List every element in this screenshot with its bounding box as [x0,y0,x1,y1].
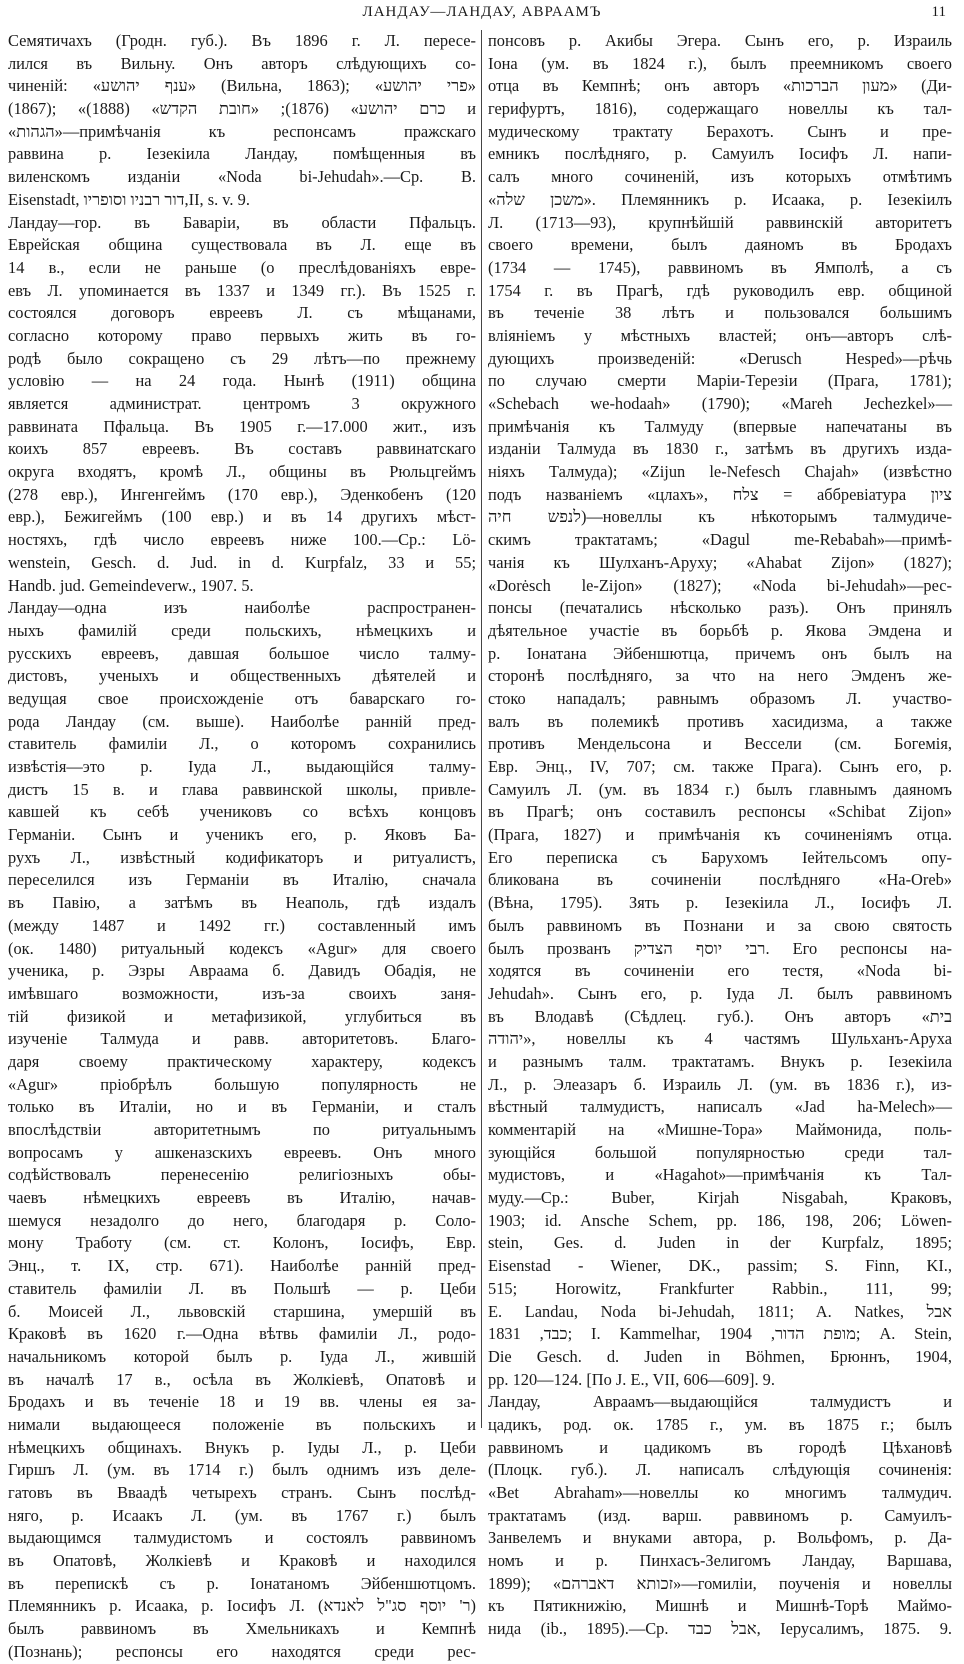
text-line: ученика, р. Эзры Авраама б. Давидъ Обадія, не [8,961,476,981]
text-line: рода Ландау (см. выше). Наиболѣе ранній пред- [8,711,476,731]
text-line: stein, Ges. d. Juden in der Kurpfalz, 1895; [488,1233,952,1253]
text-line: Его переписка съ Барухомъ Іейтельсомъ опу- [488,847,952,867]
text-line: состоялся договоръ евреевъ Л. съ мѣщанами, [8,303,476,323]
text-line: (1734 — 1745), раввиномъ въ Ямполѣ, а съ [488,257,952,277]
text-line: Германіи. Сынъ и ученикъ его, р. Яковъ Ба- [8,825,476,845]
text-line: округа входятъ, кромѣ Л., общины въ Рюльцгеймъ [8,462,476,482]
text-line: «Dorėsch le-Zijon» (1827); «Noda bi-Jehudah»—рес- [488,575,952,595]
text-line: противъ Мендельсона и Вессели (см. Богемія, [488,734,952,754]
running-head-title: ЛАНДАУ—ЛАНДАУ, АВРААМЪ [362,4,602,20]
text-line: гатовъ въ Вваадѣ четырехъ странъ. Сынъ послѣд- [8,1483,476,1502]
text-line: нимали выдающееся положеніе въ польскихъ и [8,1414,476,1434]
text-line: Іона (ум. въ 1824 г.), былъ преемникомъ своего [488,53,952,73]
text-line: и разнымъ талм. трактатамъ. Внукъ р. Іезекіила [488,1051,952,1071]
text-line: шемуся незадолго до него, благодаря р. Соло- [8,1210,476,1230]
text-line: pp. 120—124. [По J. E., VII, 606—609]. 9. [488,1369,775,1389]
text-line: по случаю смерти Маріи-Терезіи (Прага, 1781); [488,371,952,391]
text-line: дистъ 15 в. и глава раввинской школы, привле- [8,779,476,799]
text-line: сторонѣ послѣдняго, за что на него Эмденъ же- [488,666,952,686]
running-head [0,4,964,26]
text-line: въ Прагѣ; онъ составилъ респонсы «Schibat Zijon» [488,802,952,822]
text-line: (Вѣна, 1795). Зять р. Іезекіила Л., Іосифъ Л. [488,893,952,913]
text-line: былъ прозванъ רבי יוסף הצדיק. Его респонсы на- [488,938,952,958]
text-line: чанія къ Шулханъ-Аруху; «Ahabat Zijon» (1827); [488,552,952,572]
column-divider [481,30,482,1428]
text-line: отца въ Кемпнѣ; онъ авторъ «מעון הברכות» (Ди- [488,76,952,96]
text-line: изданіи Талмуда въ 1830 г., затѣмъ въ другихъ изда- [488,439,952,459]
text-line: (1867); «כרם יהושע» (1876); «חובת הקדש» (1888) и [8,99,476,119]
text-line: כבד, 1831; I. Kammelhar, מופת הדור, 1904; A. Stein, [488,1324,952,1344]
text-line: б. Моисей Л., львовскій старшина, умершій въ [8,1301,476,1321]
text-line: «הגהות»—примѣчанія къ респонсамъ пражскаго [8,121,476,141]
text-line: ныхъ фамилій среди польскихъ, нѣмецкихъ и [8,620,476,640]
text-line: чаевъ нѣмецкихъ евреевъ въ Италію, начав- [8,1188,476,1208]
text-line: Eisenstadt, דור רבניו וסופריו,II, s. v. 9. [8,189,250,209]
text-line: Краковѣ въ 1620 г.—Одна вѣтвь фамиліи Л., родо- [8,1324,476,1344]
text-line: содѣйствовалъ перенесенію религіозныхъ обы- [8,1165,476,1185]
text-line: 1903; id. Ansche Schem, pp. 186, 198, 206; Löwen- [488,1210,952,1230]
text-line: былъ раввиномъ въ Хмельникахъ и Кемпнѣ [8,1619,476,1639]
text-line: въ теченіе 38 лѣтъ и пользовался большимъ [488,303,952,323]
text-line: понсовъ р. Акибы Эгера. Сынъ его, р. Израиль [488,31,952,50]
text-line: 1754 г. въ Прагѣ, гдѣ руководилъ евр. общиной [488,280,952,300]
text-line: валъ въ полемикѣ противъ хасидизма, а также [488,711,952,731]
text-line: Ландау, Авраамъ—выдающійся талмудистъ и [488,1392,952,1412]
text-line: трактатамъ (изд. варш. раввиномъ р. Самуилъ- [488,1505,952,1525]
text-line: Занвелемъ и внуками автора, р. Вольфомъ, р. Да- [488,1528,952,1548]
text-line: евъ Л. упоминается въ 1337 и 1349 гг.). Въ 1525 г. [8,280,476,300]
text-line: въ Влодавѣ (Сѣдлец. губ.). Онъ авторъ «בית [488,1006,952,1026]
text-line: своего времени, былъ даяномъ въ Бродахъ [488,235,952,255]
text-line: герифуртъ, 1816), содержащаго новеллы къ тал- [488,99,952,119]
right-column [488,30,952,1639]
text-line: емникъ послѣдняго, р. Самуилъ Іосифъ Л. напи- [488,144,952,164]
text-line: дующихъ произведеній: «Derusch Hesped»—рѣчь [488,348,952,368]
text-line: «Bet Abraham»—новеллы ко многимъ талмудич. [488,1483,952,1502]
text-line: 1899); «זכותא דאברהם»—гомиліи, поученія и новеллы [488,1573,952,1593]
text-line: р. Іонатана Эйбеншютца, причемъ онъ былъ на [488,643,952,663]
text-line: раввиномъ и цадикомъ въ городѣ Цѣхановѣ [488,1437,952,1457]
text-line: Eisenstad - Wiener, DK., passim; S. Finn, KI., [488,1256,952,1276]
text-line: коихъ 857 евреевъ. Въ составъ раввинатскаго [8,439,476,459]
text-line: Еврейская община существовала въ Л. еще въ [8,235,476,255]
text-line: въ началѣ 17 в., осѣла въ Жолкіевѣ, Опатовѣ и [8,1369,476,1389]
text-line: зующійся большой популярностью среди тал- [488,1142,952,1162]
text-line: ставитель фамиліи Л. въ Польшѣ — р. Цеби [8,1278,476,1298]
text-line: Семятичахъ (Гродн. губ.). Въ 1896 г. Л. пересе- [8,31,476,50]
text-line: мудистовъ, и «Hagahot»—примѣчанія къ Тал- [488,1165,952,1185]
text-line: рухъ Л., извѣстный кодификаторъ и ритуалистъ, [8,847,476,867]
text-line: ходятся въ сочиненіи его тестя, «Noda bi- [488,961,952,981]
text-line: салъ много сочиненій, изъ которыхъ отмѣтимъ [488,167,952,187]
text-line: является администрат. центромъ 3 окружного [8,394,476,413]
page-number: 11 [931,4,946,20]
text-line: вѣстный талмудистъ, написалъ «Jad ha-Melech»— [488,1097,952,1117]
text-line: ведущая свое происхожденіе отъ баварскаго го- [8,688,476,708]
text-line: нида (ib., 1895).—Ср. אבל כבד, Іерусалимъ, 1875. 9. [488,1619,952,1639]
text-line: ніяхъ Талмуда); «Zijun le-Nefesch Chajah» (извѣстно [488,462,952,482]
text-line: въ Опатовѣ, Жолкіевѣ и Краковѣ и находился [8,1551,476,1571]
text-line: имѣвшаго возможности, изъ-за своихъ заня- [8,983,476,1003]
text-line: дѣятельное участіе въ борьбѣ р. Якова Эмдена и [488,620,952,640]
text-line: подъ названіемъ «цлахъ», צלח = аббревіатура ציון [488,484,952,504]
text-line: вліяніемъ у мѣстныхъ властей; онъ—авторъ слѣ- [488,325,952,345]
text-line: согласно которому право первыхъ жить въ го- [8,325,476,345]
text-line: Л., р. Элеазаръ б. Израиль Л. (ум. въ 1836 г.), из- [488,1074,952,1094]
text-line: впослѣдствіи авторитетнымъ по ритуальнымъ [8,1120,476,1139]
text-line: стоко нападалъ; равнымъ образомъ Л. участво- [488,688,952,708]
text-line: (Плоцк. губ.). Л. написалъ слѣдующія сочиненія: [488,1460,952,1480]
text-line: виленскомъ изданіи «Noda bi-Jehudah».—Ср. B. [8,167,476,187]
text-line: Handb. jud. Gemeindeverw., 1907. 5. [8,575,254,595]
text-line: (между 1487 и 1492 гг.) составленный имъ [8,915,476,935]
text-line: (Прага, 1827) и примѣчанія къ сочиненіямъ отца. [488,825,952,845]
text-line: wenstein, Gesch. d. Jud. in d. Kurpfalz, 33 и 55; [8,552,476,572]
text-line: Die Gesch. d. Juden in Böhmen, Брюннъ, 1904, [488,1346,952,1366]
text-line: въ перепискѣ съ р. Іонатаномъ Эйбеншютцомъ. [8,1573,476,1593]
left-column [8,30,476,1661]
text-line: тій физикой и метафизикой, углубиться въ [8,1006,476,1026]
text-line: «Schebach we-hodaah» (1790); «Mareh Jechezkel»— [488,394,952,413]
text-line: вопросамъ у ашкеназскихъ евреевъ. Онъ много [8,1142,476,1162]
text-line: изученіе Талмуда и равв. авторитетовъ. Благо- [8,1029,476,1049]
text-line: Евр. Энц., IV, 707; см. также Прага). Сынъ его, р. [488,757,952,776]
text-line: (278 евр.), Ингенгеймъ (170 евр.), Эденкобенъ (120 [8,484,476,504]
text-line: условію — на 24 года. Нынѣ (1911) община [8,371,476,391]
text-line: мону Тработу (см. ст. Колонъ, Іосифъ, Евр. [8,1233,476,1253]
text-line: Л. (1713—93), крупнѣйшій раввинскій авторитетъ [488,212,952,232]
text-line: E. Landau, Noda bi-Jehudah, 1811; A. Natkes, אבל [488,1301,952,1321]
text-line: родѣ было сокращено съ 29 лѣтъ—по прежнему [8,348,476,368]
text-line: бликована въ сочиненіи послѣдняго «Ha-Oreb» [488,870,952,890]
text-line: няго, р. Исаакъ Л. (ум. въ 1767 г.) былъ [8,1505,476,1525]
text-line: скимъ трактатамъ; «Dagul me-Rebabah»—примѣ- [488,530,952,550]
text-line: начальникомъ которой былъ р. Іуда Л., жившій [8,1346,476,1366]
text-line: раввината Пфальца. Въ 1905 г.—17.000 жит., изъ [8,416,476,436]
text-line: Энц., т. IX, стр. 671). Наиболѣе ранній пред- [8,1256,476,1276]
text-line: ностяхъ, гдѣ число евреевъ ниже 100.—Ср.: Lö- [8,530,476,550]
text-line: только въ Италіи, но и въ Германіи, и сталъ [8,1097,476,1117]
text-line: русскихъ евреевъ, давшая большое число талму- [8,643,476,663]
text-line: (ок. 1480) ритуальный кодексъ «Agur» для своего [8,938,476,958]
text-line: муду.—Ср.: Buber, Kirjah Nisgabah, Краковъ, [488,1188,952,1208]
text-line: дистовъ, ученыхъ и общественныхъ дѣятелей и [8,666,476,686]
text-line: Jehudah». Сынъ его, р. Іуда Л. былъ раввиномъ [488,983,952,1003]
text-line: Бродахъ и въ теченіе 18 и 19 вв. члены ея за- [8,1392,476,1412]
text-line: евр.), Бежигеймъ (100 евр.) и въ 14 другихъ мѣст- [8,507,476,527]
text-line: понсы (печатались нѣсколько разъ). Онъ принялъ [488,598,952,618]
text-line: цадикъ, род. ок. 1785 г., ум. въ 1875 г.; былъ [488,1414,952,1434]
text-line: лился въ Вильну. Онъ авторъ слѣдующихъ со- [8,53,476,73]
text-line: былъ раввиномъ въ Познани и за свою святость [488,915,952,935]
text-line: «משכן שלה». Племянникъ р. Исаака, р. Іезекіилъ [488,189,952,209]
text-line: «Agur» пріобрѣлъ большую популярность не [8,1074,476,1094]
text-line: ставитель фамиліи Л., о которомъ сохранились [8,734,476,754]
text-line: переселился изъ Германіи въ Италію, сначала [8,870,476,890]
text-line: извѣстія—это р. Іуда Л., выдающійся талму- [8,757,476,776]
text-line: Ландау—гор. въ Баваріи, въ области Пфальцъ. [8,212,476,232]
text-line: чиненій: «ענף יהושע» (Вильна, 1863); «פרי יהושע» [8,76,476,96]
text-line: Гиршъ Л. (ум. въ 1714 г.) былъ однимъ изъ деле- [8,1460,476,1480]
text-line: Ландау—одна изъ наиболѣе распространен- [8,598,476,618]
text-line: (Познань); респонсы его находятся среди рес- [8,1641,476,1661]
text-line: примѣчанія къ Талмуду (впервые напечатаны въ [488,416,952,436]
text-line: Племянникъ р. Исаака, р. Іосифъ Л. (ר' יוסף סג"ל לאנדא) [8,1596,476,1616]
text-line: мудическому трактату Берахотъ. Сынъ и пре- [488,121,952,141]
text-line: раввина р. Іезекіила Ландау, помѣщенныя въ [8,144,476,164]
text-line: לנפש חיה)—новеллы къ нѣкоторымъ талмудиче- [488,507,952,527]
text-line: 14 в., если не раньше (о преслѣдованіяхъ евре- [8,257,476,277]
text-line: нѣмецкихъ общинахъ. Внукъ р. Іуды Л., р. Цеби [8,1437,476,1457]
text-line: 515; Horowitz, Frankfurter Rabbin., 111, 99; [488,1278,952,1298]
text-line: комментарій на «Мишне-Тора» Маймонида, поль- [488,1120,952,1139]
text-line: Самуилъ Л. (ум. въ 1834 г.) былъ главнымъ даяномъ [488,779,952,799]
text-line: кавшей къ себѣ учениковъ со всѣхъ концовъ [8,802,476,822]
text-line: къ Пятикнижію, Мишнѣ и Мишнѣ-Торѣ Маймо- [488,1596,952,1616]
text-line: даря своему практическому характеру, кодексъ [8,1051,476,1071]
text-line: выдающимся талмудистомъ и состоялъ раввиномъ [8,1528,476,1548]
text-line: יהודה», новеллы къ 4 частямъ Шульханъ-Аруха [488,1029,952,1049]
text-line: номъ и р. Пинхасъ-Зелигомъ Ландау, Варшава, [488,1551,952,1571]
text-line: въ Павію, а затѣмъ въ Неаполь, гдѣ издалъ [8,893,476,913]
